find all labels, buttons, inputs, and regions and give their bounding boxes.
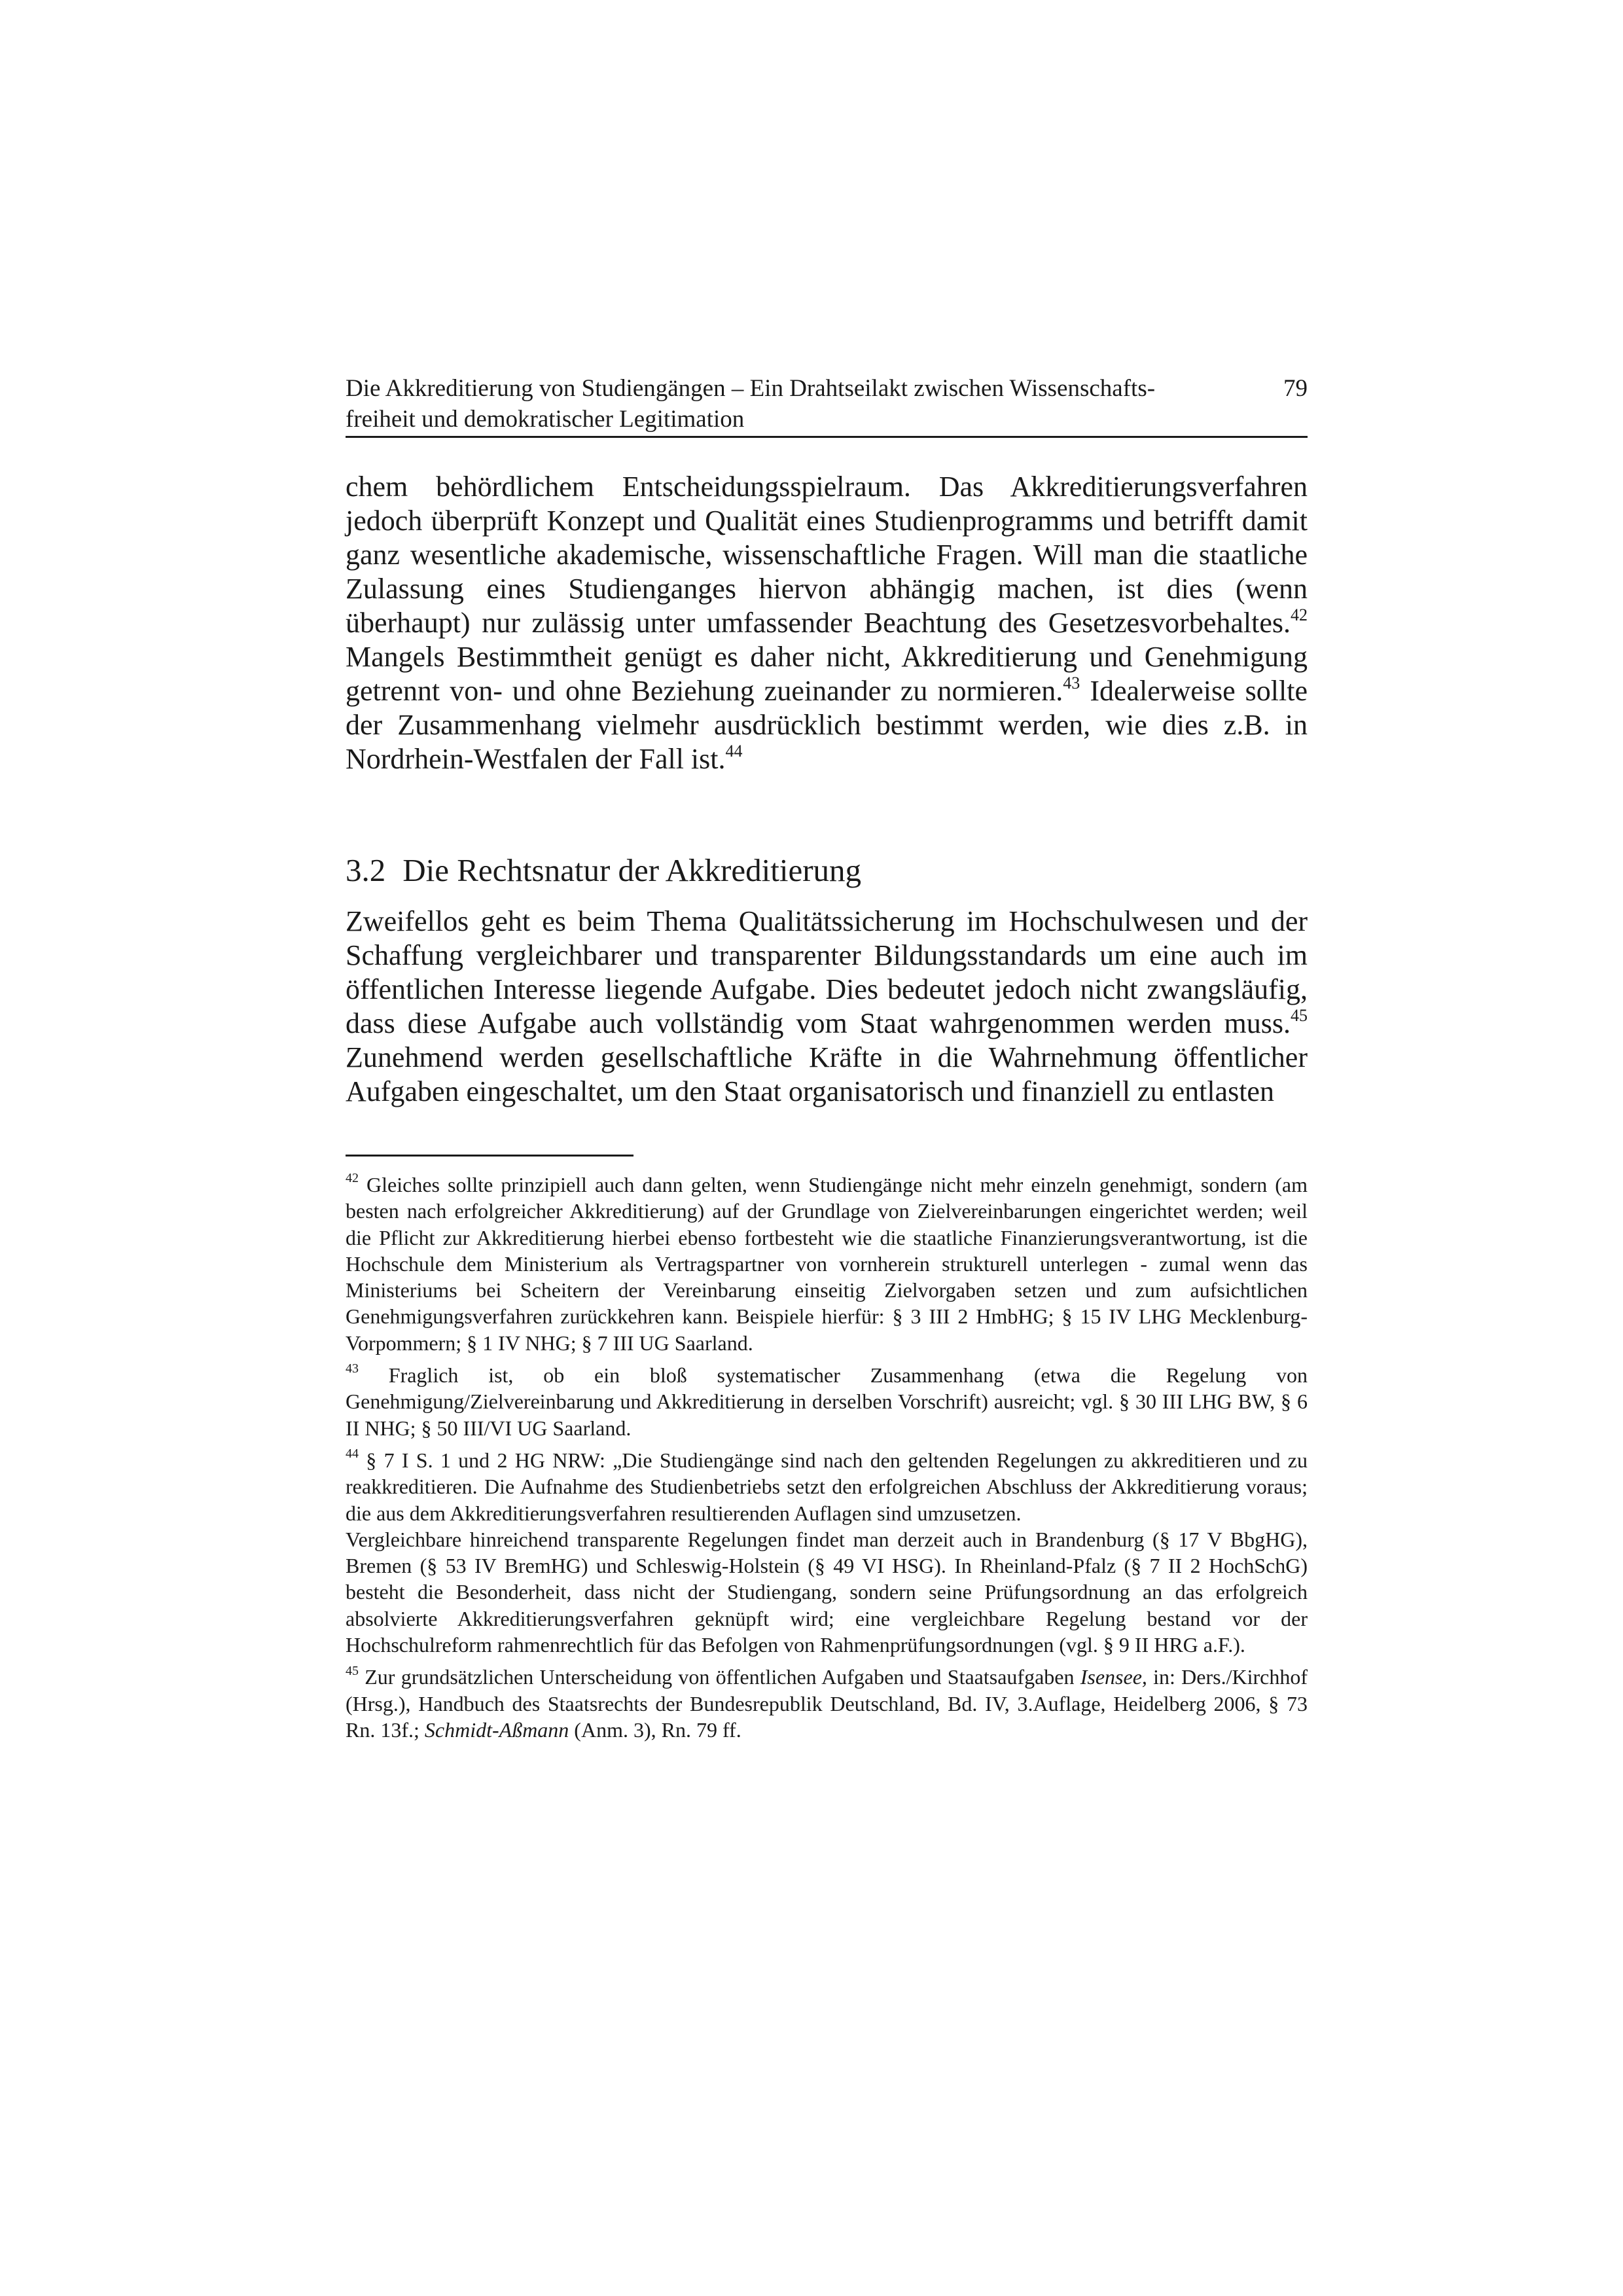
- footnote-ref-43[interactable]: 43: [1063, 673, 1080, 693]
- footnote-ref-45[interactable]: 45: [1291, 1006, 1308, 1026]
- footnotes: [346, 1172, 1308, 1749]
- footnote-text: (Anm. 3), Rn. 79 ff.: [569, 1717, 741, 1742]
- footnote-number: 42: [346, 1171, 359, 1186]
- footnote-number: 44: [346, 1446, 359, 1462]
- footnote-divider: [346, 1155, 633, 1157]
- footnote-text: Fraglich ist, ob ein bloß systematischer Zusammenhang (etwa die Regelung von Genehmigung/Zielvereinbarung und Akkreditierung in derselben Vorschrift) ausreicht; vgl. § 30 III LHG BW, § 6 II NHG; § 50 III/VI UG Saarland.: [346, 1363, 1308, 1440]
- footnote-text: Gleiches sollte prinzipiell auch dann gelten, wenn Studiengänge nicht mehr einzeln genehmigt, sondern (am besten nach erfolgreicher Akkreditierung) auf der Grundlage von Zielvereinbarungen eingerichtet werden; weil die Pflicht zur Akkreditierung hierbei ebenso fortbesteht wie die staatliche Finanzierungsverantwortung, ist die Hochschule dem Ministerium als Vertragspartner von vornherein strukturell unterlegen - zumal wenn das Ministeriums bei Scheitern der Vereinbarung einseitig Zielvorgaben setzen und zum aufsichtlichen Genehmigungsverfahren zurückkehren kann. Beispiele hierfür: § 3 III 2 HmbHG; § 15 IV LHG Mecklenburg-Vorpommern; § 1 IV NHG; § 7 III UG Saarland.: [346, 1173, 1308, 1355]
- footnote-44-continuation: Vergleichbare hinreichend transparente Regelungen findet man derzeit auch in Brandenburg (§ 17 V BbgHG), Bremen (§ 53 IV BremHG) und Schleswig-Holstein (§ 49 VI HSG). In Rheinland-Pfalz (§ 7 II 2 HochSchG) besteht die Besonderheit, dass nicht der Studiengang, sondern seine Prüfungsordnung an das erfolgreich absolvierte Akkreditierungsverfahren geknüpft wird; eine vergleichbare Regelung bestand vor der Hochschulreform rahmenrechtlich für das Befolgen von Rahmenprüfungsordnungen (vgl. § 9 II HRG a.F.).: [346, 1527, 1308, 1657]
- paragraph-text: Idealerweise sollte der Zusammenhang vielmehr ausdrücklich bestimmt werden, wie dies z.B. in Nordrhein-Westfalen der Fall ist.: [346, 675, 1308, 775]
- cited-author: Isensee,: [1080, 1665, 1147, 1689]
- footnote-text: Zur grundsätzlichen Unterscheidung von öffentlichen Aufgaben und Staatsaufgaben: [359, 1665, 1080, 1689]
- cited-author: Schmidt-Aßmann: [424, 1717, 569, 1742]
- paragraph-text: Zweifellos geht es beim Thema Qualitätssicherung im Hochschulwesen und der Schaffung vergleichbarer und transparenter Bildungsstandards um eine auch im öffentlichen Interesse liegende Aufgabe. Dies bedeutet jedoch nicht zwangsläufig, dass diese Aufgabe auch vollständig vom Staat wahrgenommen werden muss.: [346, 905, 1308, 1039]
- footnote-number: 43: [346, 1361, 359, 1376]
- paragraph-text: Mangels Bestimmtheit genügt es daher nicht, Akkreditierung und Genehmigung getrennt von- und ohne Beziehung zueinander zu normieren.: [346, 641, 1308, 707]
- header-divider: [346, 436, 1308, 438]
- section-heading: [346, 851, 861, 890]
- footnote-ref-44[interactable]: 44: [725, 742, 743, 761]
- paragraph-text: Zunehmend werden gesellschaftliche Kräfte in die Wahrnehmung öffentlicher Aufgaben eingeschaltet, um den Staat organisatorisch und finanziell zu entlasten: [346, 1041, 1308, 1107]
- footnote-45: [346, 1664, 1308, 1743]
- section-title: Die Rechtsnatur der Akkreditierung: [402, 852, 862, 888]
- body-paragraph-1: [346, 470, 1308, 776]
- footnote-ref-42[interactable]: 42: [1291, 605, 1308, 625]
- footnote-42: [346, 1172, 1308, 1356]
- running-header-title-line2: freiheit und demokratischer Legitimation: [346, 406, 745, 433]
- footnote-44: [346, 1447, 1308, 1526]
- paragraph-text: chem behördlichem Entscheidungsspielraum. Das Akkreditierungsverfahren jedoch überprüft Konzept und Qualität eines Studienprogramms und betrifft damit ganz wesentliche akademische, wissenschaftliche Fragen. Will man die staatliche Zulassung eines Studienganges hiervon abhängig machen, ist dies (wenn überhaupt) nur zulässig unter umfassender Beachtung des Gesetzesvorbehaltes.: [346, 471, 1308, 639]
- footnote-number: 45: [346, 1663, 359, 1678]
- footnote-text: in: Ders./Kirchhof (Hrsg.), Handbuch des Staatsrechts der Bundesrepublik Deutschland, Bd. IV, 3.Auflage, Heidelberg 2006, § 73 Rn. 13f.;: [346, 1665, 1308, 1742]
- running-header-title: [346, 373, 1216, 435]
- running-header: [346, 373, 1308, 435]
- body-paragraph-2: [346, 905, 1308, 1109]
- footnote-43: [346, 1362, 1308, 1441]
- footnote-text: § 7 I S. 1 und 2 HG NRW: „Die Studiengänge sind nach den geltenden Regelungen zu akkreditieren und zu reakkreditieren. Die Aufnahme des Studienbetriebs setzt den erfolgreichen Abschluss der Akkreditierung voraus; die aus dem Akkreditierungsverfahren resultierenden Auflagen sind umzusetzen.: [346, 1448, 1308, 1525]
- section-number: 3.2: [346, 852, 386, 888]
- page-number: 79: [1283, 375, 1308, 402]
- running-header-title-line1: Die Akkreditierung von Studiengängen – Ein Drahtseilakt zwischen Wissenschafts-: [346, 375, 1156, 402]
